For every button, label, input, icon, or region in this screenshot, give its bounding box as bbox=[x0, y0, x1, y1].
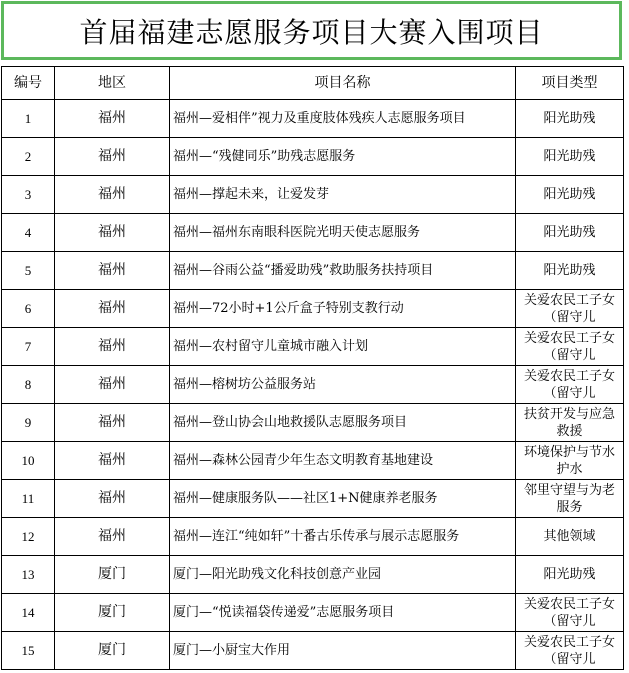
table-header-row bbox=[2, 67, 624, 100]
row-region-cell-text: 福州 bbox=[98, 224, 126, 240]
row-number-cell bbox=[2, 176, 55, 214]
table-row bbox=[2, 100, 624, 138]
row-project-type-cell bbox=[516, 632, 624, 670]
row-project-type-cell-text: 阳光助残 bbox=[543, 187, 596, 202]
table-row bbox=[2, 594, 624, 632]
row-project-type-cell bbox=[516, 290, 624, 328]
row-number-cell bbox=[2, 442, 55, 480]
row-region-cell-text: 福州 bbox=[98, 490, 126, 506]
column-header-region: 地区 bbox=[55, 67, 170, 100]
row-project-name-cell-text: 福州—登山协会山地救援队志愿服务项目 bbox=[173, 415, 408, 430]
row-project-name-cell-text: 厦门—“悦读福袋传递爱”志愿服务项目 bbox=[173, 605, 395, 620]
row-project-type-cell bbox=[516, 176, 624, 214]
row-number-cell-text: 6 bbox=[24, 301, 32, 316]
row-project-type-cell-text: 关爱农民工子女（留守儿 bbox=[523, 368, 615, 401]
row-project-type-cell bbox=[516, 138, 624, 176]
row-region-cell bbox=[55, 290, 170, 328]
row-project-name-cell bbox=[170, 632, 516, 670]
row-project-name-cell bbox=[170, 366, 516, 404]
table-row bbox=[2, 366, 624, 404]
row-project-type-cell-text: 环境保护与节水护水 bbox=[523, 444, 615, 477]
table-row bbox=[2, 518, 624, 556]
column-header-project-type: 项目类型 bbox=[516, 67, 624, 100]
row-project-type-cell-text: 阳光助残 bbox=[543, 111, 596, 126]
row-project-name-cell-text: 福州—“残健同乐”助残志愿服务 bbox=[173, 149, 356, 164]
column-header-number: 编号 bbox=[2, 67, 55, 100]
row-project-type-cell-text: 扶贫开发与应急救援 bbox=[523, 406, 615, 439]
row-project-type-cell-text: 邻里守望与为老服务 bbox=[523, 482, 615, 515]
row-region-cell-text: 厦门 bbox=[98, 604, 126, 620]
row-region-cell bbox=[55, 366, 170, 404]
row-number-cell bbox=[2, 366, 55, 404]
row-project-type-cell-text: 阳光助残 bbox=[543, 149, 596, 164]
row-project-name-cell-text: 福州—谷雨公益“播爱助残”救助服务扶持项目 bbox=[173, 263, 434, 278]
table-row bbox=[2, 138, 624, 176]
row-project-name-cell bbox=[170, 138, 516, 176]
row-project-type-cell bbox=[516, 594, 624, 632]
row-project-name-cell bbox=[170, 176, 516, 214]
row-project-name-cell bbox=[170, 252, 516, 290]
project-table bbox=[1, 66, 624, 670]
row-number-cell-text: 10 bbox=[21, 453, 35, 468]
row-region-cell-text: 福州 bbox=[98, 300, 126, 316]
table-row bbox=[2, 176, 624, 214]
row-project-type-cell-text: 阳光助残 bbox=[543, 263, 596, 278]
table-row bbox=[2, 252, 624, 290]
row-project-type-cell bbox=[516, 518, 624, 556]
row-region-cell bbox=[55, 556, 170, 594]
row-region-cell-text: 福州 bbox=[98, 528, 126, 544]
table-row bbox=[2, 290, 624, 328]
row-region-cell bbox=[55, 404, 170, 442]
row-region-cell bbox=[55, 594, 170, 632]
row-project-name-cell bbox=[170, 100, 516, 138]
row-project-name-cell bbox=[170, 442, 516, 480]
row-project-name-cell-text: 福州—农村留守儿童城市融入计划 bbox=[173, 339, 369, 354]
row-region-cell-text: 福州 bbox=[98, 148, 126, 164]
row-project-type-cell bbox=[516, 442, 624, 480]
row-number-cell bbox=[2, 328, 55, 366]
row-project-name-cell bbox=[170, 328, 516, 366]
row-project-name-cell-text: 福州—连江“纯如轩”十番古乐传承与展示志愿服务 bbox=[173, 529, 460, 544]
row-project-type-cell bbox=[516, 480, 624, 518]
row-project-type-cell-text: 关爱农民工子女（留守儿 bbox=[523, 292, 615, 325]
row-region-cell bbox=[55, 480, 170, 518]
row-project-name-cell bbox=[170, 290, 516, 328]
row-project-type-cell-text: 阳光助残 bbox=[543, 225, 596, 240]
row-number-cell-text: 14 bbox=[21, 605, 35, 620]
row-region-cell bbox=[55, 518, 170, 556]
row-project-name-cell bbox=[170, 404, 516, 442]
row-number-cell-text: 4 bbox=[24, 225, 32, 240]
table-row bbox=[2, 404, 624, 442]
row-project-name-cell bbox=[170, 594, 516, 632]
row-project-type-cell bbox=[516, 404, 624, 442]
row-project-name-cell bbox=[170, 556, 516, 594]
row-region-cell-text: 福州 bbox=[98, 262, 126, 278]
row-number-cell bbox=[2, 252, 55, 290]
row-number-cell bbox=[2, 138, 55, 176]
table-row bbox=[2, 556, 624, 594]
row-region-cell-text: 福州 bbox=[98, 414, 126, 430]
row-region-cell-text: 福州 bbox=[98, 338, 126, 354]
row-project-name-cell-text: 厦门—小厨宝大作用 bbox=[173, 643, 291, 658]
row-project-name-cell-text: 福州—撑起未来，让爱发芽 bbox=[173, 187, 330, 202]
row-project-type-cell-text: 其他领域 bbox=[543, 529, 596, 544]
row-number-cell bbox=[2, 214, 55, 252]
row-project-name-cell-text: 福州—72小时+1公斤盒子特别支教行动 bbox=[173, 301, 404, 316]
row-number-cell-text: 9 bbox=[24, 415, 32, 430]
row-project-type-cell bbox=[516, 100, 624, 138]
row-region-cell bbox=[55, 100, 170, 138]
row-project-name-cell-text: 福州—爱相伴”视力及重度肢体残疾人志愿服务项目 bbox=[173, 111, 466, 126]
row-project-type-cell-text: 关爱农民工子女（留守儿 bbox=[523, 634, 615, 667]
column-header-project-name: 项目名称 bbox=[170, 67, 516, 100]
row-number-cell bbox=[2, 404, 55, 442]
row-project-type-cell bbox=[516, 556, 624, 594]
table-row bbox=[2, 214, 624, 252]
row-project-type-cell-text: 关爱农民工子女（留守儿 bbox=[523, 330, 615, 363]
row-project-type-cell bbox=[516, 328, 624, 366]
row-number-cell-text: 13 bbox=[21, 567, 35, 582]
row-number-cell-text: 3 bbox=[24, 187, 32, 202]
row-region-cell bbox=[55, 328, 170, 366]
row-number-cell bbox=[2, 632, 55, 670]
row-region-cell bbox=[55, 252, 170, 290]
row-project-name-cell bbox=[170, 214, 516, 252]
table-row bbox=[2, 632, 624, 670]
row-region-cell bbox=[55, 442, 170, 480]
row-number-cell-text: 8 bbox=[24, 377, 32, 392]
row-project-name-cell bbox=[170, 518, 516, 556]
row-region-cell-text: 厦门 bbox=[98, 642, 126, 658]
row-project-name-cell-text: 福州—榕树坊公益服务站 bbox=[173, 377, 317, 392]
table-row bbox=[2, 442, 624, 480]
row-number-cell bbox=[2, 518, 55, 556]
row-number-cell-text: 12 bbox=[21, 529, 35, 544]
row-number-cell-text: 1 bbox=[24, 111, 32, 126]
row-project-type-cell-text: 关爱农民工子女（留守儿 bbox=[523, 596, 615, 629]
row-number-cell bbox=[2, 556, 55, 594]
row-project-type-cell bbox=[516, 214, 624, 252]
row-number-cell bbox=[2, 100, 55, 138]
row-project-name-cell-text: 福州—福州东南眼科医院光明天使志愿服务 bbox=[173, 225, 421, 240]
row-number-cell bbox=[2, 290, 55, 328]
table-row bbox=[2, 328, 624, 366]
row-project-type-cell bbox=[516, 252, 624, 290]
row-region-cell bbox=[55, 214, 170, 252]
row-region-cell-text: 厦门 bbox=[98, 566, 126, 582]
row-region-cell bbox=[55, 138, 170, 176]
row-number-cell-text: 5 bbox=[24, 263, 32, 278]
row-project-name-cell-text: 福州—健康服务队——社区1+N健康养老服务 bbox=[173, 491, 438, 506]
row-number-cell-text: 7 bbox=[24, 339, 32, 354]
row-number-cell bbox=[2, 480, 55, 518]
row-project-name-cell bbox=[170, 480, 516, 518]
row-number-cell-text: 2 bbox=[24, 149, 32, 164]
row-project-name-cell-text: 福州—森林公园青少年生态文明教育基地建设 bbox=[173, 453, 434, 468]
row-number-cell bbox=[2, 594, 55, 632]
table-row bbox=[2, 480, 624, 518]
row-region-cell-text: 福州 bbox=[98, 186, 126, 202]
row-region-cell bbox=[55, 632, 170, 670]
row-region-cell-text: 福州 bbox=[98, 452, 126, 468]
row-number-cell-text: 11 bbox=[21, 491, 35, 506]
row-project-type-cell-text: 阳光助残 bbox=[543, 567, 596, 582]
row-number-cell-text: 15 bbox=[21, 643, 35, 658]
row-region-cell-text: 福州 bbox=[98, 110, 126, 126]
row-region-cell bbox=[55, 176, 170, 214]
row-region-cell-text: 福州 bbox=[98, 376, 126, 392]
row-project-name-cell-text: 厦门—阳光助残文化科技创意产业园 bbox=[173, 567, 382, 582]
row-project-type-cell bbox=[516, 366, 624, 404]
page-title: 首届福建志愿服务项目大赛入围项目 bbox=[1, 1, 622, 60]
